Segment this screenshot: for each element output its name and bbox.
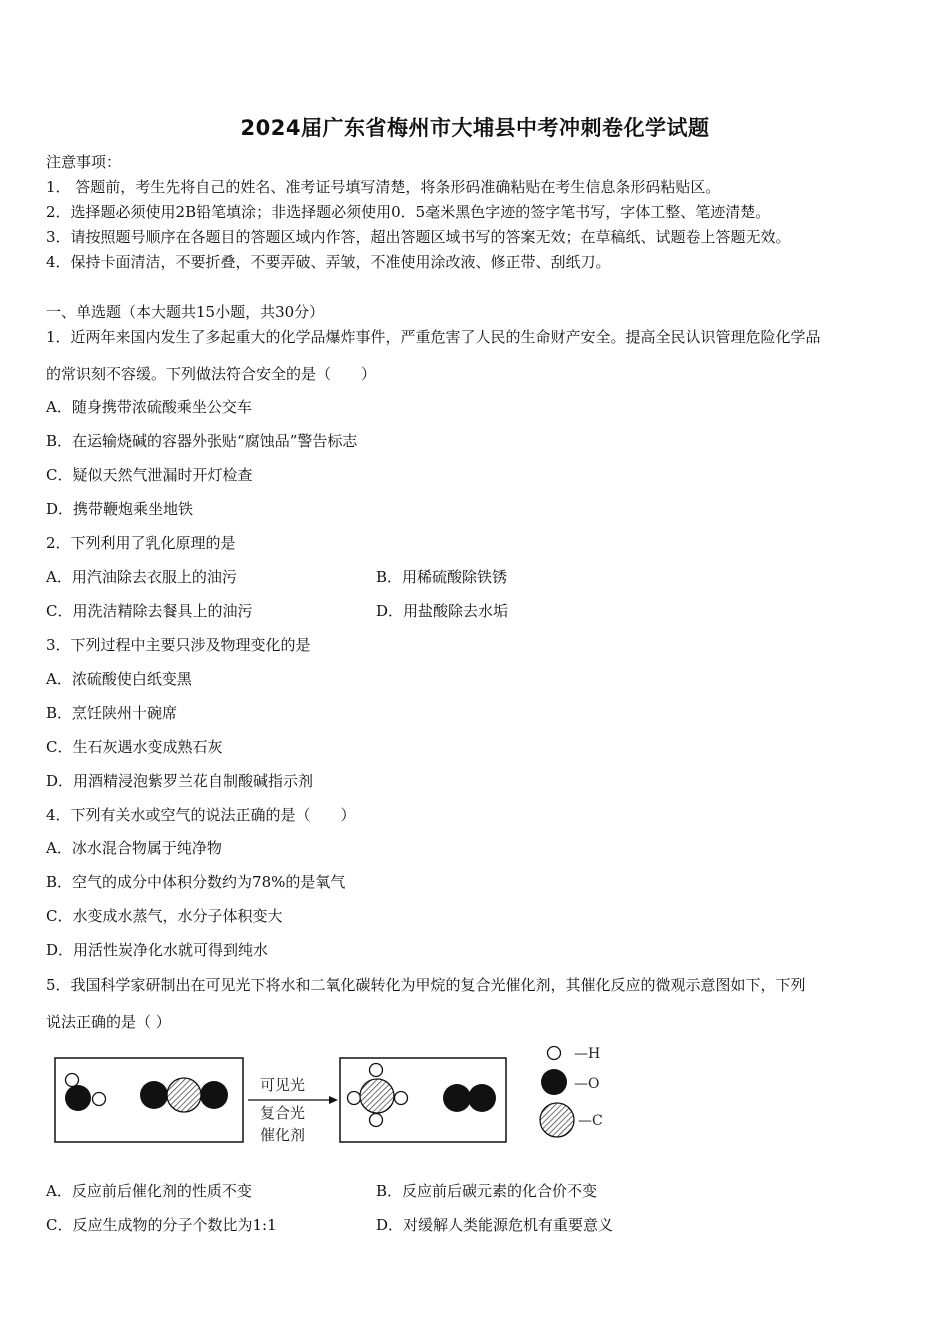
water-hydrogen-atom-2 <box>93 1093 106 1106</box>
q3-option-b: B．烹饪陕州十碗席 <box>46 704 178 722</box>
q1-stem-line2: 的常识刻不容缓。下列做法符合安全的是（ ） <box>46 365 377 383</box>
legend-carbon-label: —C <box>578 1113 603 1129</box>
arrow-label-bottom-2: 催化剂 <box>260 1126 306 1144</box>
q2-option-b: B．用稀硫酸除铁锈 <box>376 568 508 586</box>
notice-item-2: 2．选择题必须使用2B铅笔填涂；非选择题必须使用0．5毫米黑色字迹的签字笔书写，字体工整、笔迹清楚。 <box>46 203 771 221</box>
oxygen-molecule-atom-2 <box>468 1084 496 1112</box>
notice-item-1: 1． 答题前，考生先将自己的姓名、准考证号填写清楚，将条形码准确粘贴在考生信息条形码粘贴区。 <box>46 178 721 196</box>
page-title: 2024届广东省梅州市大埔县中考冲刺卷化学试题 <box>240 116 710 140</box>
q5-option-d: D．对缓解人类能源危机有重要意义 <box>376 1216 614 1234</box>
q2-stem: 2．下列利用了乳化原理的是 <box>46 534 236 552</box>
water-oxygen-atom <box>65 1085 91 1111</box>
legend-carbon-symbol <box>540 1103 574 1137</box>
q5-stem-line1: 5．我国科学家研制出在可见光下将水和二氧化碳转化为甲烷的复合光催化剂，其催化反应的微观示意图如下，下列 <box>46 976 806 994</box>
legend-oxygen-symbol <box>541 1069 567 1095</box>
arrow-label-top: 可见光 <box>260 1076 306 1094</box>
q2-option-c: C．用洗洁精除去餐具上的油污 <box>46 602 253 620</box>
methane-hydrogen-atom-2 <box>348 1092 361 1105</box>
methane-hydrogen-atom-3 <box>395 1092 408 1105</box>
co2-carbon-atom <box>167 1078 201 1112</box>
legend-hydrogen-label: —H <box>574 1046 601 1062</box>
water-hydrogen-atom-1 <box>66 1074 79 1087</box>
q5-option-b: B．反应前后碳元素的化合价不变 <box>376 1182 598 1200</box>
methane-hydrogen-atom-4 <box>370 1114 383 1127</box>
reaction-diagram <box>54 1040 634 1150</box>
oxygen-molecule-atom-1 <box>443 1084 471 1112</box>
q1-option-b: B．在运输烧碱的容器外张贴“腐蚀品”警告标志 <box>46 432 358 450</box>
legend-oxygen-label: —O <box>574 1076 600 1092</box>
notice-item-3: 3．请按照题号顺序在各题目的答题区域内作答，超出答题区域书写的答案无效；在草稿纸、试题卷上答题无效。 <box>46 228 791 246</box>
q5-option-c: C．反应生成物的分子个数比为1:1 <box>46 1216 277 1234</box>
q1-option-a: A．随身携带浓硫酸乘坐公交车 <box>46 398 252 416</box>
reaction-arrowhead <box>329 1096 338 1104</box>
q4-option-a: A．冰水混合物属于纯净物 <box>46 839 222 857</box>
methane-carbon-atom <box>360 1079 394 1113</box>
legend-hydrogen-symbol <box>548 1047 561 1060</box>
section-heading: 一、单选题（本大题共15小题，共30分） <box>46 303 325 321</box>
q5-stem-line2: 说法正确的是（ ） <box>46 1013 171 1031</box>
notice-item-4: 4．保持卡面清洁，不要折叠，不要弄破、弄皱，不准使用涂改液、修正带、刮纸刀。 <box>46 253 611 271</box>
notice-heading: 注意事项： <box>46 153 122 171</box>
q1-option-c: C．疑似天然气泄漏时开灯检查 <box>46 466 253 484</box>
q1-option-d: D．携带鞭炮乘坐地铁 <box>46 500 194 518</box>
methane-hydrogen-atom-1 <box>370 1064 383 1077</box>
q3-stem: 3．下列过程中主要只涉及物理变化的是 <box>46 636 311 654</box>
co2-oxygen-atom-2 <box>200 1081 228 1109</box>
q2-option-a: A．用汽油除去衣服上的油污 <box>46 568 237 586</box>
q4-option-d: D．用活性炭净化水就可得到纯水 <box>46 941 269 959</box>
q4-option-c: C．水变成水蒸气，水分子体积变大 <box>46 907 283 925</box>
arrow-label-bottom-1: 复合光 <box>260 1104 306 1122</box>
q3-option-d: D．用酒精浸泡紫罗兰花自制酸碱指示剂 <box>46 772 314 790</box>
q3-option-a: A．浓硫酸使白纸变黑 <box>46 670 192 688</box>
q2-option-d: D．用盐酸除去水垢 <box>376 602 509 620</box>
q5-option-a: A．反应前后催化剂的性质不变 <box>46 1182 252 1200</box>
q4-option-b: B．空气的成分中体积分数约为78%的是氧气 <box>46 873 346 891</box>
q1-stem-line1: 1．近两年来国内发生了多起重大的化学品爆炸事件，严重危害了人民的生命财产安全。提高全民认识管理危险化学品 <box>46 328 821 346</box>
q4-stem: 4．下列有关水或空气的说法正确的是（ ） <box>46 806 356 824</box>
q3-option-c: C．生石灰遇水变成熟石灰 <box>46 738 223 756</box>
co2-oxygen-atom-1 <box>140 1081 168 1109</box>
